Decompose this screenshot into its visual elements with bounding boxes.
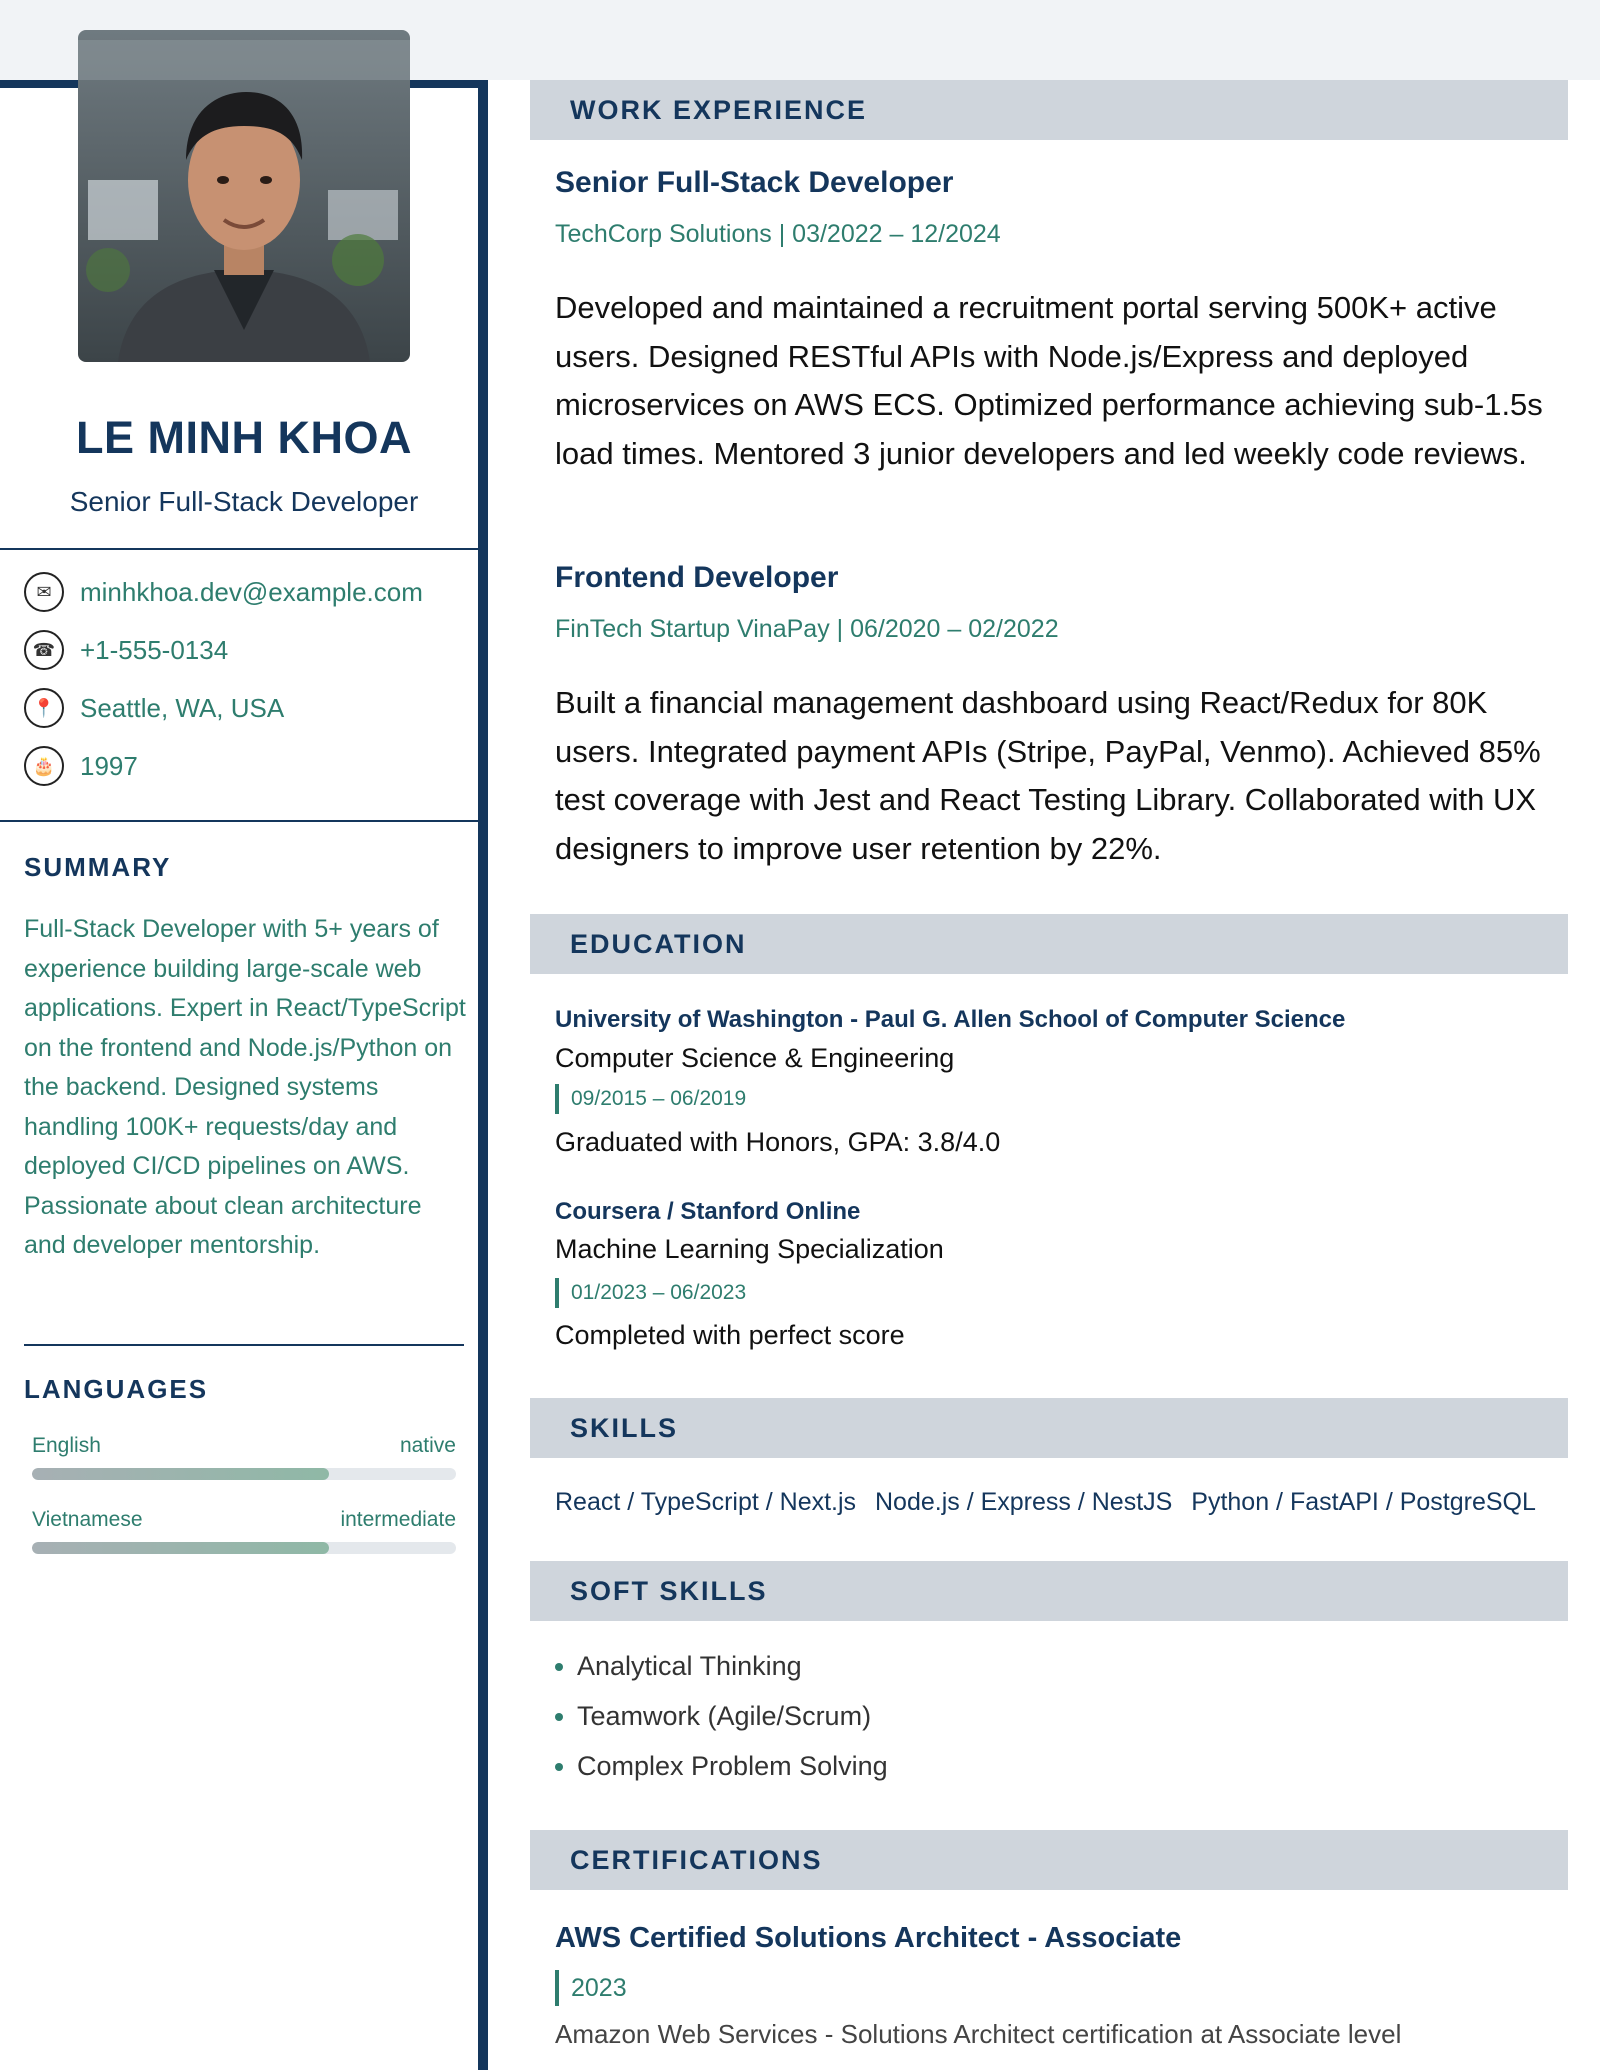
language-level: native (399, 1434, 456, 1457)
location-text: Seattle, WA, USA (80, 692, 285, 723)
contact-phone[interactable] (24, 628, 228, 672)
education-date: 01/2023 – 06/2023 (555, 1278, 746, 1308)
language-name: Vietnamese (32, 1508, 143, 1531)
certifications-heading: CERTIFICATIONS (530, 1830, 1568, 1890)
education-date: 09/2015 – 06/2019 (555, 1084, 746, 1114)
bullet-dot-icon (555, 1713, 563, 1721)
language-bar-fill (32, 1468, 329, 1480)
soft-skill-text: Analytical Thinking (577, 1651, 802, 1681)
language-bar (32, 1468, 456, 1480)
list-item (555, 1751, 888, 1782)
education-note: Graduated with Honors, GPA: 3.8/4.0 (555, 1127, 1001, 1157)
education-school: University of Washington - Paul G. Allen School of Computer Science (555, 1006, 1346, 1033)
sidebar-divider (0, 548, 488, 550)
job-title: Frontend Developer (555, 561, 839, 594)
contact-email[interactable] (24, 570, 423, 614)
education-note: Completed with perfect score (555, 1320, 905, 1350)
education-field: Machine Learning Specialization (555, 1234, 944, 1264)
birthday-cake-icon: 🎂 (24, 746, 64, 786)
certification-title: AWS Certified Solutions Architect - Associate (555, 1922, 1182, 1954)
phone-icon: ☎ (24, 630, 64, 670)
job-meta: FinTech Startup VinaPay | 06/2020 – 02/2022 (555, 615, 1059, 643)
profile-photo (78, 30, 410, 362)
language-bar-fill (32, 1542, 329, 1554)
language-name: English (32, 1434, 101, 1457)
summary-text: Full-Stack Developer with 5+ years of experience building large-scale web applications. Expert in React/TypeScript on the frontend and Node.js/Python on the backend. Designed systems handling 100K+ requests/day and deployed CI/CD pipelines on AWS. Passionate about clean architecture and developer mentorship. (24, 915, 466, 1259)
skills-list (555, 1488, 1548, 1517)
languages-heading: LANGUAGES (24, 1374, 209, 1404)
sidebar-divider (24, 1344, 464, 1346)
language-item-vietnamese (32, 1508, 456, 1554)
certification-description: Amazon Web Services - Solutions Architect certification at Associate level (555, 2019, 1402, 2049)
skill-item: React / TypeScript / Next.js (555, 1488, 857, 1516)
contact-location (24, 686, 284, 730)
job-description: Developed and maintained a recruitment portal serving 500K+ active users. Designed RESTful APIs with Node.js/Express and deployed microservices on AWS ECS. Optimized performance achieving sub-1.5s load times. Mentored 3 junior developers and led weekly code reviews. (555, 290, 1543, 471)
summary-heading: SUMMARY (24, 852, 172, 882)
email-text: minhkhoa.dev@example.com (80, 576, 423, 607)
soft-skills-heading: SOFT SKILLS (530, 1561, 1568, 1621)
job-meta: TechCorp Solutions | 03/2022 – 12/2024 (555, 220, 1001, 248)
job-description: Built a financial management dashboard using React/Redux for 80K users. Integrated payment APIs (Stripe, PayPal, Venmo). Achieved 85% test coverage with Jest and React Testing Library. Collaborated with UX designers to improve user retention by 22%. (555, 685, 1541, 866)
phone-text: +1-555-0134 (80, 634, 229, 665)
soft-skill-text: Teamwork (Agile/Scrum) (577, 1701, 872, 1731)
education-heading: EDUCATION (530, 914, 1568, 974)
skill-item: Node.js / Express / NestJS (875, 1488, 1173, 1516)
envelope-icon: ✉ (24, 572, 64, 612)
sidebar-divider (0, 820, 488, 822)
certification-year: 2023 (555, 1970, 627, 2006)
language-level: intermediate (340, 1508, 456, 1531)
candidate-title: Senior Full-Stack Developer (69, 486, 419, 517)
skill-item: Python / FastAPI / PostgreSQL (1191, 1488, 1536, 1516)
bullet-dot-icon (555, 1663, 563, 1671)
education-field: Computer Science & Engineering (555, 1043, 955, 1073)
job-title: Senior Full-Stack Developer (555, 166, 954, 199)
skills-heading: SKILLS (530, 1398, 1568, 1458)
bullet-dot-icon (555, 1763, 563, 1771)
education-school: Coursera / Stanford Online (555, 1198, 861, 1225)
soft-skill-text: Complex Problem Solving (577, 1751, 888, 1781)
location-pin-icon: 📍 (24, 688, 64, 728)
list-item (555, 1651, 802, 1682)
candidate-name: LE MINH KHOA (76, 412, 412, 463)
contact-birth-year (24, 744, 138, 788)
person-photo-icon (78, 30, 410, 362)
work-experience-heading: WORK EXPERIENCE (530, 80, 1568, 140)
language-item-english (32, 1434, 456, 1480)
birth-year-text: 1997 (80, 750, 138, 781)
list-item (555, 1701, 871, 1732)
language-bar (32, 1542, 456, 1554)
